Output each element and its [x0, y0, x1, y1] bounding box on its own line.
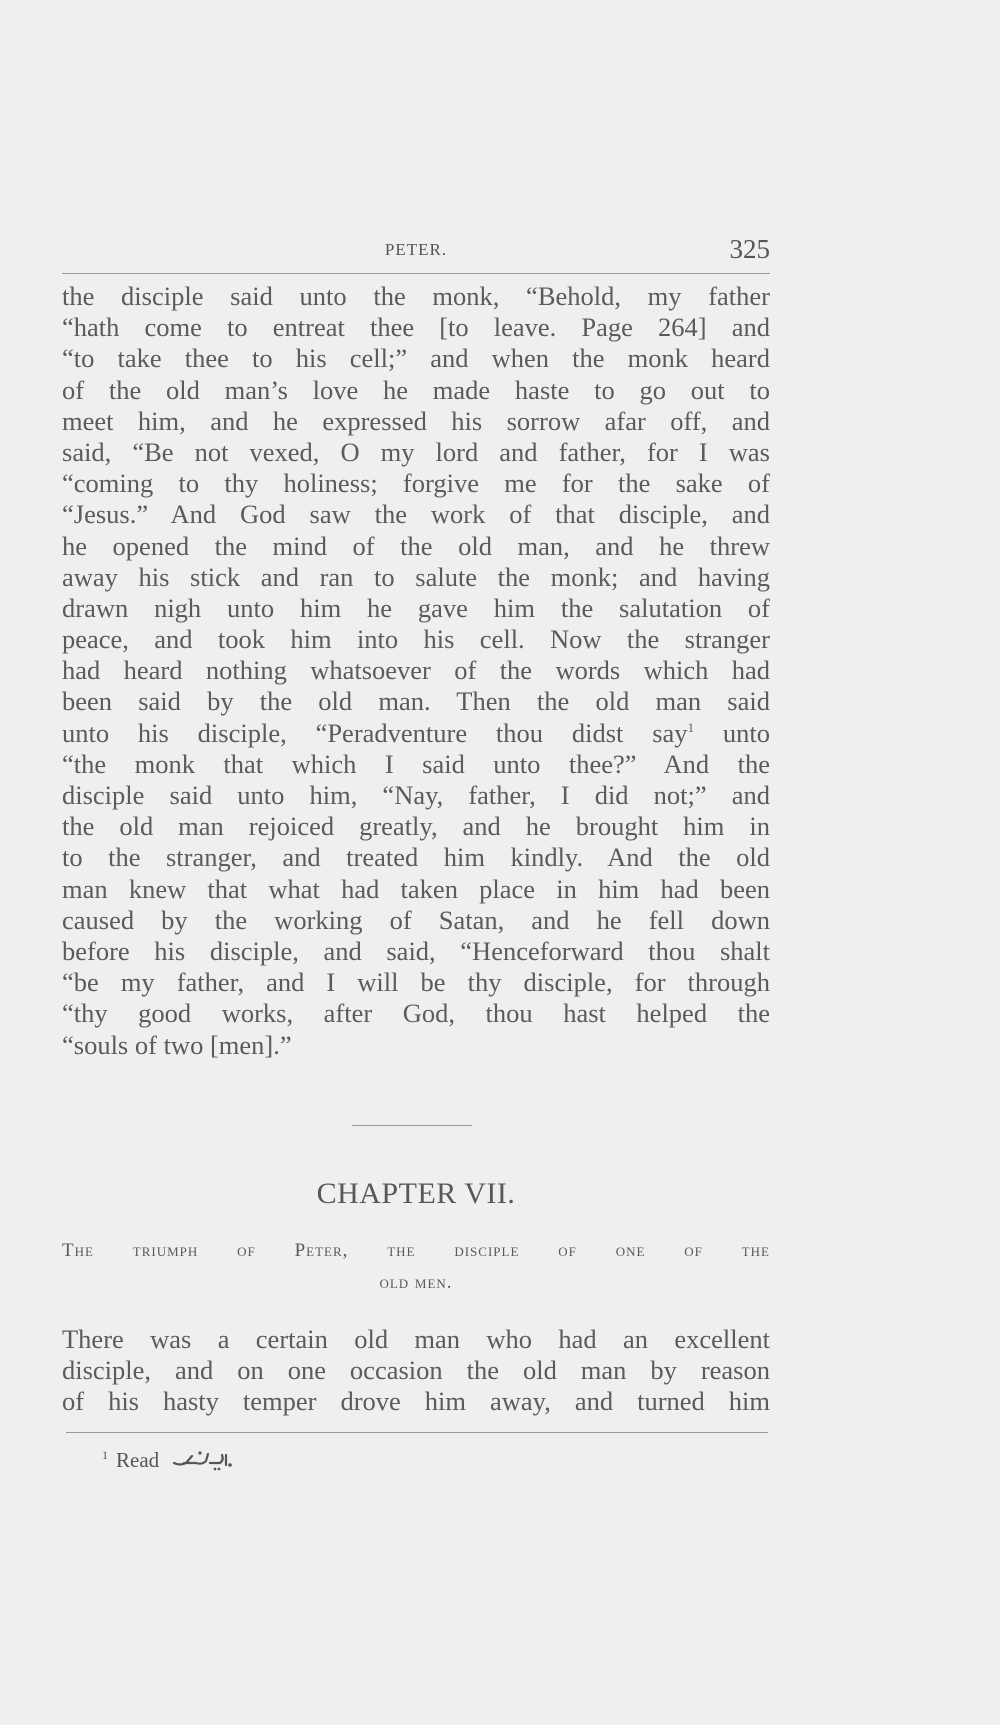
text-line: “Jesus.” And God saw the work of that disciple, and: [62, 499, 770, 530]
text-line: man knew that what had taken place in him had been: [62, 873, 770, 904]
text-line: had heard nothing whatsoever of the words which had: [62, 655, 770, 686]
syriac-word-icon: [170, 1446, 232, 1478]
text-line: peace, and took him into his cell. Now the stranger: [62, 624, 770, 655]
footnote: [102, 1446, 232, 1478]
chapter-heading: CHAPTER VII.: [316, 1177, 516, 1210]
footnote-reference: 1: [687, 719, 695, 735]
header-rule: [62, 273, 770, 274]
text-line: meet him, and he expressed his sorrow afar off, and: [62, 405, 770, 436]
text-line: “hath come to entreat thee [to leave. Page 264] and: [62, 312, 770, 343]
footnote-text: Read: [116, 1447, 160, 1472]
text-line: disciple, and on one occasion the old man by reason: [62, 1355, 770, 1386]
subtitle-line: The triumph of Peter, the disciple of one of the: [62, 1240, 770, 1261]
footnote-number: 1: [102, 1447, 108, 1462]
text-line: he opened the mind of the old man, and he threw: [62, 530, 770, 561]
page-number: 325: [729, 234, 770, 264]
text-line: “coming to thy holiness; forgive me for the sake of: [62, 468, 770, 499]
text-line: to the stranger, and treated him kindly. And the old: [62, 842, 770, 873]
text-line: been said by the old man. Then the old man said: [62, 686, 770, 717]
text-line: disciple said unto him, “Nay, father, I did not;” and: [62, 780, 770, 810]
text-line: before his disciple, and said, “Henceforward thou shalt: [62, 935, 770, 966]
subtitle-line: old men.: [379, 1272, 453, 1293]
text-line: the old man rejoiced greatly, and he brought him in: [62, 811, 770, 842]
line-part-after: unto: [694, 717, 770, 748]
text-line: the disciple said unto the monk, “Behold, my father: [62, 281, 770, 311]
text-line: said, “Be not vexed, O my lord and father, for I was: [62, 436, 770, 467]
line-part-before: unto his disciple, “Peradventure thou didst say: [62, 717, 688, 748]
text-line-with-footnote: [62, 718, 770, 749]
footnote-rule: [66, 1432, 768, 1433]
text-line: “the monk that which I said unto thee?” And the: [62, 748, 770, 779]
text-line: “thy good works, after God, thou hast helped the: [62, 998, 770, 1029]
text-line: away his stick and ran to salute the monk; and having: [62, 561, 770, 592]
body-text: [62, 281, 770, 1061]
text-line: drawn nigh unto him he gave him the salutation of: [62, 592, 770, 623]
running-header: [62, 234, 770, 274]
text-line: “souls of two [men].”: [62, 1029, 292, 1060]
text-line: “to take thee to his cell;” and when the monk heard: [62, 343, 770, 374]
text-line: There was a certain old man who had an excellent: [62, 1324, 770, 1354]
section-divider: [352, 1125, 472, 1126]
text-line: of his hasty temper drove him away, and turned him: [62, 1386, 770, 1417]
chapter-subtitle: [62, 1235, 770, 1299]
text-line: “be my father, and I will be thy disciple, for through: [62, 967, 770, 998]
running-title: PETER.: [384, 240, 448, 259]
text-line: caused by the working of Satan, and he fell down: [62, 904, 770, 935]
text-line: of the old man’s love he made haste to go out to: [62, 374, 770, 405]
chapter-text: [62, 1324, 770, 1418]
